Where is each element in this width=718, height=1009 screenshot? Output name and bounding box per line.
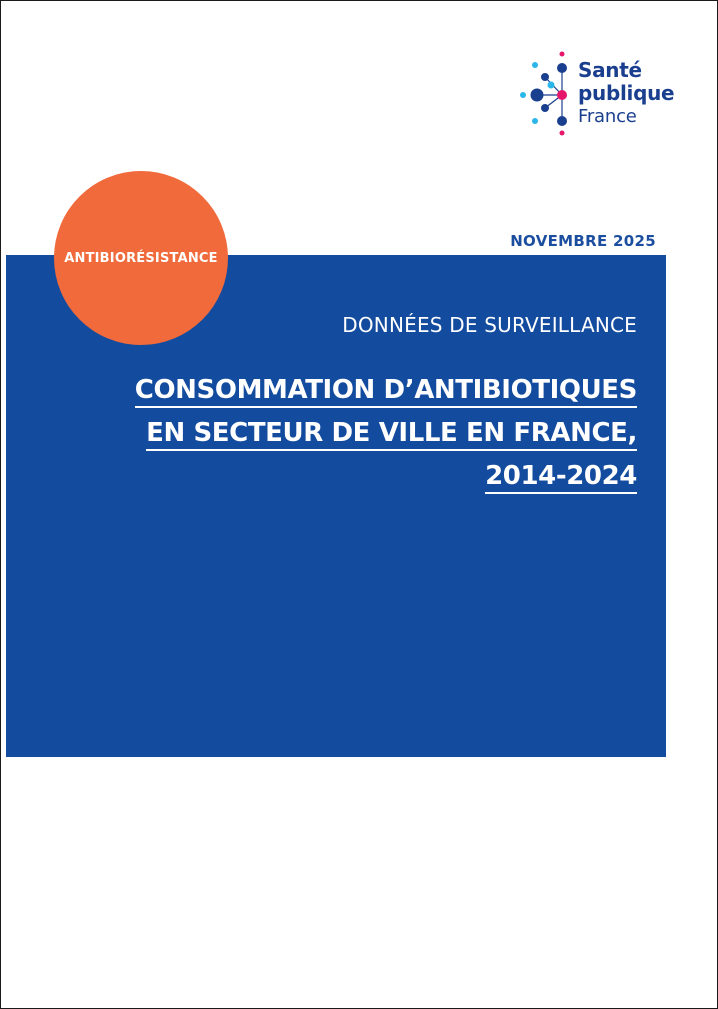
- cover-title: [117, 369, 637, 498]
- title-line-3-text: 2014-2024: [485, 461, 637, 494]
- cover-subtitle: DONNÉES DE SURVEILLANCE: [342, 313, 637, 337]
- publication-date: NOVEMBRE 2025: [510, 232, 656, 250]
- logo-line-sante: Santé: [578, 58, 642, 82]
- topic-badge-label: ANTIBIORÉSISTANCE: [64, 250, 218, 266]
- sante-publique-france-logo: [515, 49, 675, 139]
- title-line-1: [117, 369, 637, 412]
- molecule-logo-icon: [515, 49, 575, 139]
- logo-line-publique: publique: [578, 81, 675, 105]
- topic-badge: [54, 171, 228, 345]
- logo-wordmark: [578, 59, 674, 128]
- logo-line-france: France: [578, 106, 637, 127]
- title-line-2-text: EN SECTEUR DE VILLE EN FRANCE,: [146, 418, 637, 451]
- title-line-2: [117, 412, 637, 455]
- title-line-1-text: CONSOMMATION D’ANTIBIOTIQUES: [135, 375, 637, 408]
- title-line-3: [117, 455, 637, 498]
